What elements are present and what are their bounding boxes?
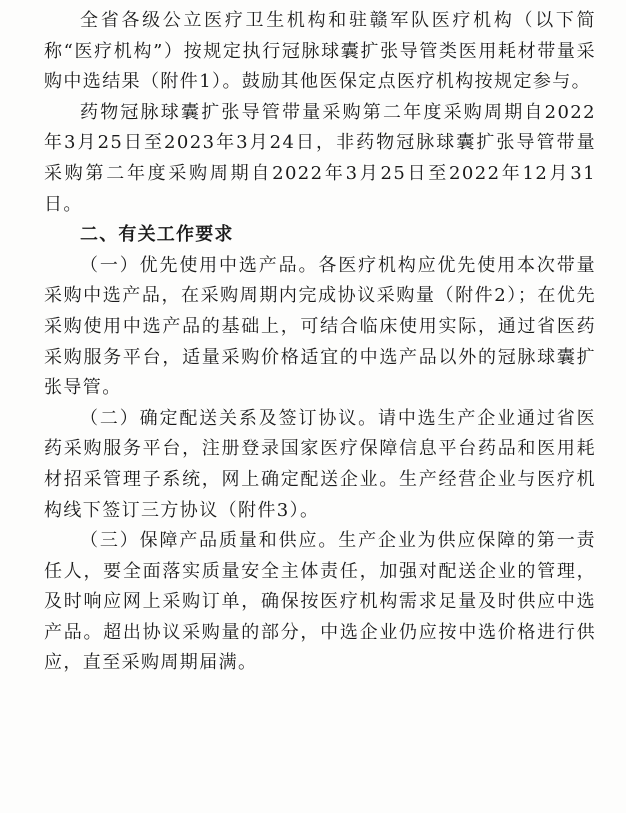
paragraph-procurement-period: 药物冠脉球囊扩张导管带量采购第二年度采购周期自2022年3月25日至2023年3月24日，非药物冠脉球囊扩张导管带量采购第二年度采购周期自2022年3月25日至2022年12月31日。 bbox=[44, 101, 596, 215]
requirement-2-delivery-agreement: （二）确定配送关系及签订协议。请中选生产企业通过省医药采购服务平台，注册登录国家医疗保障信息平台药品和医用耗材招采管理子系统，网上确定配送企业。生产经营企业与医疗机构线下签订三方协议（附件3）。 bbox=[44, 407, 596, 521]
section-heading: 二、有关工作要求 bbox=[80, 224, 234, 246]
requirement-1-priority-use: （一）优先使用中选产品。各医疗机构应优先使用本次带量采购中选产品，在采购周期内完成协议采购量（附件2）；在优先采购使用中选产品的基础上，可结合临床使用实际，通过省医药采购服务平台，适量采购价格适宜的中选产品以外的冠脉球囊扩张导管。 bbox=[44, 254, 596, 399]
requirement-3-quality-supply: （三）保障产品质量和供应。生产企业为供应保障的第一责任人，要全面落实质量安全主体责任，加强对配送企业的管理，及时响应网上采购订单，确保按医疗机构需求足量及时供应中选产品。超出协议采购量的部分，中选企业仍应按中选价格进行供应，直至采购周期届满。 bbox=[44, 530, 596, 674]
paragraph-scope: 全省各级公立医疗卫生机构和驻赣军队医疗机构（以下简称“医疗机构”）按规定执行冠脉球囊扩张导管类医用耗材带量采购中选结果（附件1）。鼓励其他医保定点医疗机构按规定参与。 bbox=[44, 10, 596, 93]
